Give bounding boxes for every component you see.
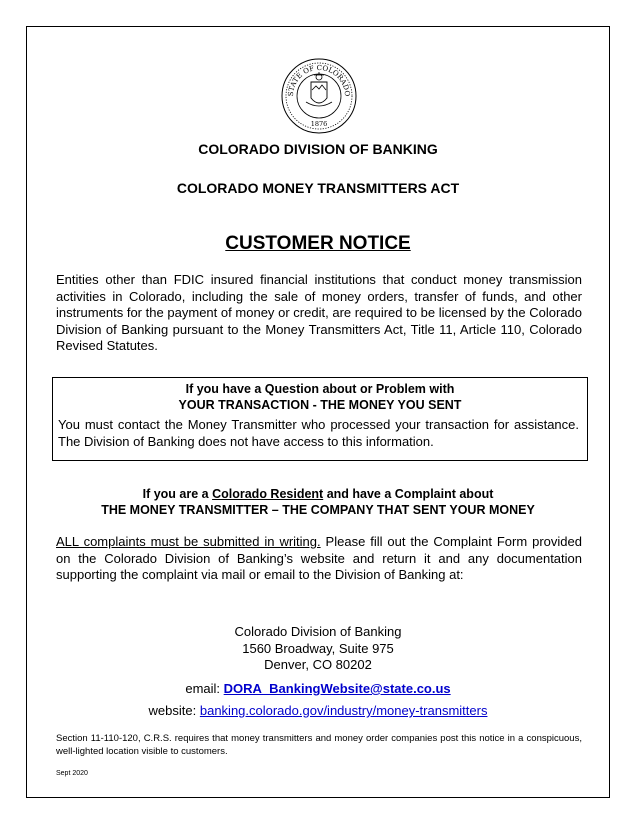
written-requirement: ALL complaints must be submitted in writing.: [56, 534, 321, 549]
complaint-line1-pre: If you are a: [142, 487, 213, 501]
complaint-heading: [26, 486, 610, 518]
website-label: website:: [148, 703, 197, 718]
colorado-state-seal: [281, 58, 357, 134]
mailing-address: [26, 624, 610, 674]
address-street: 1560 Broadway, Suite 975: [242, 640, 394, 656]
email-label: email:: [185, 681, 221, 696]
complaint-paragraph: [56, 534, 582, 584]
question-box-body: You must contact the Money Transmitter who processed your transaction for assistance. The Division of Banking does not have access to this information.: [58, 417, 579, 449]
website-link[interactable]: banking.colorado.gov/industry/money-transmitters: [199, 703, 488, 718]
colorado-resident-text: Colorado Resident: [212, 487, 324, 501]
division-heading: COLORADO DIVISION OF BANKING: [198, 141, 438, 157]
complaint-line1-post: and have a Complaint about: [323, 487, 494, 501]
seal-year: 1876: [310, 120, 328, 128]
act-heading: COLORADO MONEY TRANSMITTERS ACT: [176, 180, 460, 196]
complaint-heading-line1: [26, 486, 610, 502]
address-city: Denver, CO 80202: [264, 657, 372, 672]
address-name: Colorado Division of Banking: [234, 624, 402, 639]
question-title-line2: YOUR TRANSACTION - THE MONEY YOU SENT: [178, 398, 462, 412]
complaint-heading-line2: THE MONEY TRANSMITTER – THE COMPANY THAT SENT YOUR MONEY: [101, 503, 535, 517]
svg-text:STATE OF COLORADO: [287, 64, 351, 97]
revision-date: Sept 2020: [56, 770, 88, 777]
statute-note: Section 11-110-120, C.R.S. requires that money transmitters and money order companies post this notice in a conspicuous, well-lighted location visible to customers.: [56, 733, 582, 757]
question-box-title: [53, 381, 587, 413]
website-line: [26, 703, 610, 720]
email-line: [26, 681, 610, 698]
email-link[interactable]: DORA_BankingWebsite@state.co.us: [223, 681, 451, 696]
complaint-instructions: Please fill out the Complaint Form provided on the Colorado Division of Banking’s website and return it and any documentation supporting the complaint via mail or email to the Division of Banking at:: [56, 534, 582, 583]
intro-paragraph: Entities other than FDIC insured financial institutions that conduct money transmission activities in Colorado, including the sale of money orders, transfer of funds, and other instruments for the payment of money or credit, are required to be licensed by the Colorado Division of Banking pursuant to the Money Transmitters Act, Title 11, Article 110, Colorado Revised Statutes.: [56, 272, 582, 354]
seal-ring-text: STATE OF COLORADO: [286, 63, 352, 97]
notice-title: CUSTOMER NOTICE: [225, 233, 411, 254]
question-box: [52, 377, 588, 461]
question-title-line1: If you have a Question about or Problem with: [185, 382, 455, 396]
